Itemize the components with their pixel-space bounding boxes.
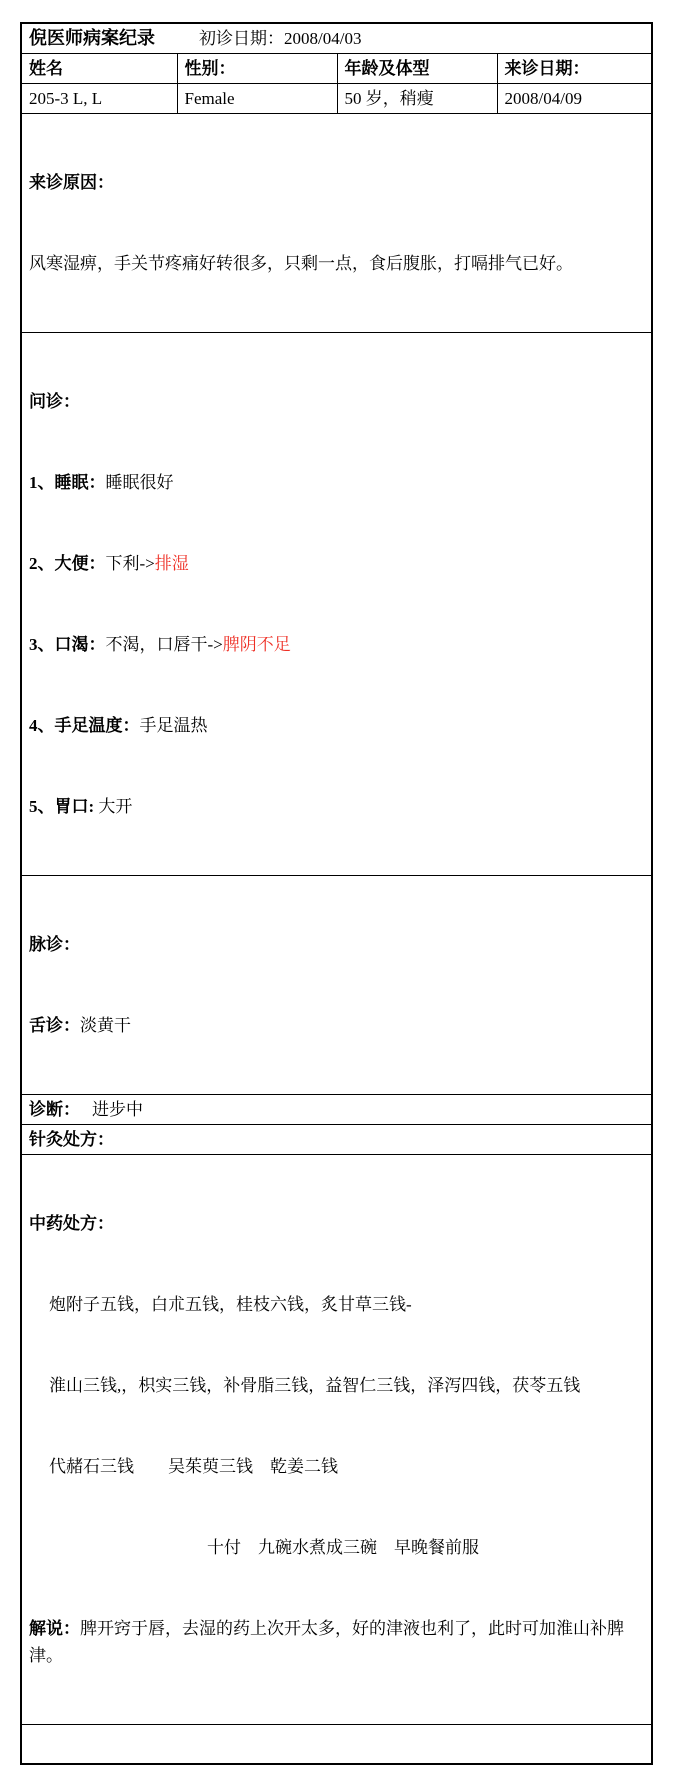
inquiry-item-label: 3、口渴： (29, 635, 106, 654)
gender-label: 性别： (177, 54, 337, 84)
diagnosis-label: 诊断： (29, 1100, 80, 1119)
herbal-label: 中药处方： (29, 1214, 114, 1233)
empty-row (21, 1725, 652, 1765)
herbal-explanation (29, 1615, 645, 1669)
visit-reason-row (21, 114, 652, 333)
pulse-label: 脉诊： (29, 935, 80, 954)
inquiry-item-label: 5、胃口: (29, 797, 99, 816)
visit-reason-content: 风寒湿痹，手关节疼痛好转很多，只剩一点，食后腹胀，打嗝排气已好。 (29, 254, 573, 273)
age-body-label: 年龄及体型 (337, 54, 497, 84)
herbal-row (21, 1155, 652, 1725)
header-row (21, 23, 652, 54)
inquiry-item-text: 手足温热 (139, 716, 208, 735)
inquiry-item-appetite (29, 793, 645, 820)
visit-date-value: 2008/04/09 (497, 84, 652, 114)
herbal-cell (21, 1155, 652, 1725)
inquiry-item-label: 2、大便： (29, 554, 106, 573)
tongue-label: 舌诊： (29, 1016, 80, 1035)
herbal-line-1: 炮附子五钱，白朮五钱，桂枝六钱，炙甘草三钱- (49, 1295, 412, 1314)
empty-cell (21, 1725, 652, 1765)
visit-reason-label: 来诊原因： (29, 173, 114, 192)
inquiry-item-note: 排湿 (154, 554, 189, 573)
tongue-line (29, 1012, 645, 1039)
inquiry-item-label: 4、手足温度： (29, 716, 140, 735)
name-label: 姓名 (21, 54, 177, 84)
inquiry-item-note: 脾阴不足 (222, 635, 291, 654)
inquiry-item-thirst (29, 631, 645, 658)
diagnosis-value: 进步中 (92, 1100, 143, 1119)
age-body-value: 50 岁，稍瘦 (337, 84, 497, 114)
herbal-line-2: 淮山三钱,，枳实三钱，补骨脂三钱，益智仁三钱，泽泻四钱，茯苓五钱 (49, 1376, 581, 1395)
inquiry-item-sleep (29, 469, 645, 496)
medical-record-table (20, 22, 653, 1765)
inquiry-item-text: 睡眠很好 (105, 473, 174, 492)
diagnosis-cell (21, 1095, 652, 1125)
tongue-value: 淡黄干 (80, 1016, 131, 1035)
record-title: 倪医师病案纪录 (29, 28, 155, 48)
name-value: 205-3 L, L (21, 84, 177, 114)
explanation-text: 脾开窍于唇，去湿的药上次开太多，好的津液也利了，此时可加淮山补脾津。 (29, 1619, 624, 1665)
first-visit-date-label: 初诊日期： (199, 29, 284, 48)
visit-reason-cell (21, 114, 652, 333)
visit-date-label: 来诊日期： (497, 54, 652, 84)
acupuncture-label: 针灸处方： (21, 1125, 652, 1155)
pulse-tongue-cell (21, 876, 652, 1095)
header-cell (21, 23, 652, 54)
pulse-tongue-row (21, 876, 652, 1095)
info-labels-row (21, 54, 652, 84)
acupuncture-row (21, 1125, 652, 1155)
inquiry-item-text: 大开 (98, 797, 133, 816)
inquiry-item-text: 下利-> (105, 554, 155, 573)
inquiry-item-temperature (29, 712, 645, 739)
explanation-label: 解说： (29, 1619, 80, 1638)
inquiry-item-label: 1、睡眠： (29, 473, 106, 492)
inquiry-item-text: 不渴，口唇干-> (105, 635, 223, 654)
info-values-row (21, 84, 652, 114)
inquiry-label: 问诊： (29, 392, 80, 411)
herbal-line-3: 代赭石三钱 吴茱萸三钱 乾姜二钱 (49, 1457, 338, 1476)
gender-value: Female (177, 84, 337, 114)
inquiry-cell (21, 333, 652, 876)
inquiry-item-stool (29, 550, 645, 577)
herbal-dosage-line: 十付 九碗水煮成三碗 早晚餐前服 (207, 1538, 479, 1557)
inquiry-row (21, 333, 652, 876)
diagnosis-row (21, 1095, 652, 1125)
first-visit-date-value: 2008/04/03 (284, 29, 362, 48)
